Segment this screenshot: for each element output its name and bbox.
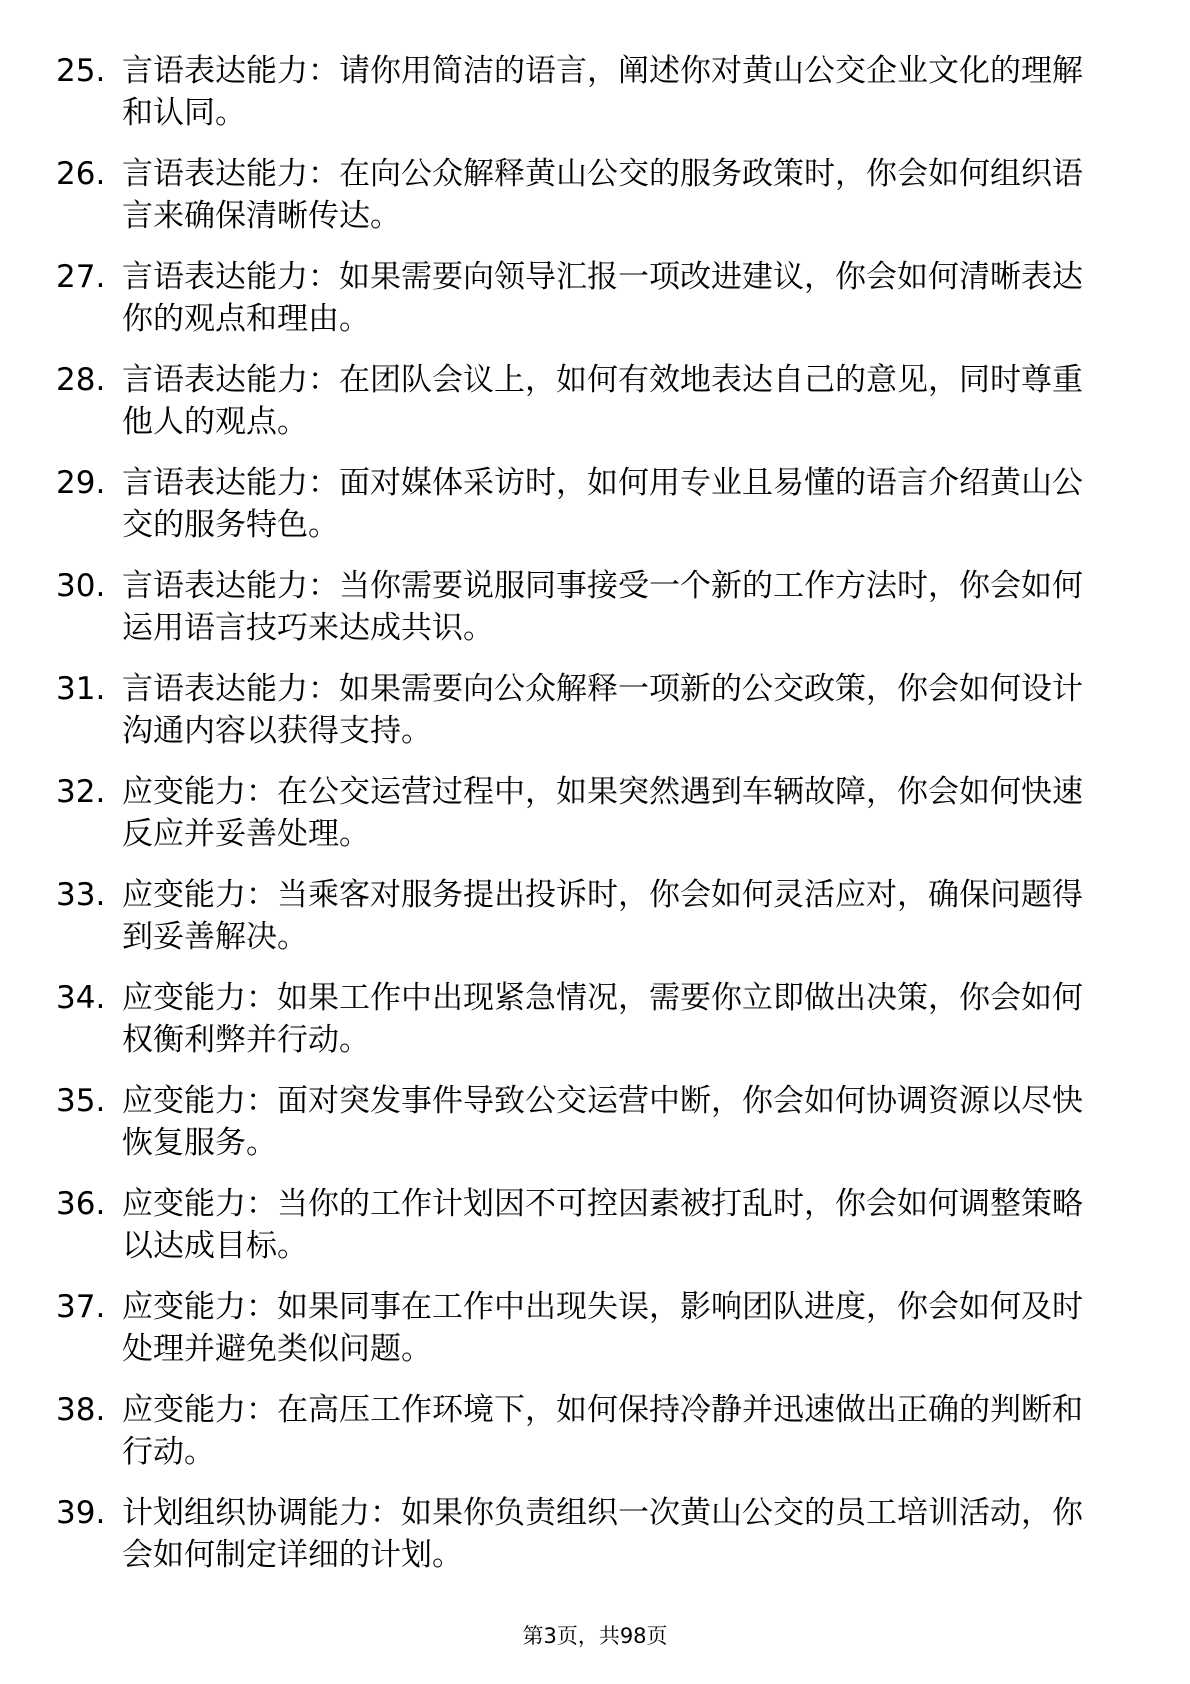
question-item [56,874,1116,977]
question-text: 应变能力：如果工作中出现紧急情况，需要你立即做出决策，你会如何权衡利弊并行动。 [122,980,1083,1058]
question-item [56,1492,1116,1595]
question-item [56,153,1116,256]
question-list [56,50,1116,1595]
question-number: 28. [56,362,106,398]
question-item [56,1080,1116,1183]
question-item [56,977,1116,1080]
question-number: 25. [56,53,106,89]
question-text: 言语表达能力：在向公众解释黄山公交的服务政策时，你会如何组织语言来确保清晰传达。 [122,156,1083,234]
question-item [56,50,1116,153]
question-text: 应变能力：在高压工作环境下，如何保持冷静并迅速做出正确的判断和行动。 [122,1392,1083,1470]
question-text: 应变能力：面对突发事件导致公交运营中断，你会如何协调资源以尽快恢复服务。 [122,1083,1083,1161]
question-item [56,256,1116,359]
question-number: 38. [56,1392,106,1428]
question-number: 29. [56,465,106,501]
question-item [56,359,1116,462]
question-item [56,668,1116,771]
question-number: 27. [56,259,106,295]
question-number: 31. [56,671,106,707]
question-text: 计划组织协调能力：如果你负责组织一次黄山公交的员工培训活动，你会如何制定详细的计划。 [122,1495,1083,1573]
question-number: 36. [56,1186,106,1222]
question-text: 应变能力：当乘客对服务提出投诉时，你会如何灵活应对，确保问题得到妥善解决。 [122,877,1083,955]
question-number: 34. [56,980,106,1016]
page-footer [0,1622,1190,1650]
question-text: 言语表达能力：面对媒体采访时，如何用专业且易懂的语言介绍黄山公交的服务特色。 [122,465,1083,543]
page-number-label: 第3页，共98页 [522,1624,668,1648]
question-number: 33. [56,877,106,913]
question-item [56,1389,1116,1492]
question-item [56,771,1116,874]
question-text: 言语表达能力：当你需要说服同事接受一个新的工作方法时，你会如何运用语言技巧来达成共识。 [122,568,1083,646]
question-text: 言语表达能力：在团队会议上，如何有效地表达自己的意见，同时尊重他人的观点。 [122,362,1083,440]
question-text: 言语表达能力：如果需要向领导汇报一项改进建议，你会如何清晰表达你的观点和理由。 [122,259,1083,337]
question-number: 35. [56,1083,106,1119]
question-item [56,462,1116,565]
question-text: 应变能力：当你的工作计划因不可控因素被打乱时，你会如何调整策略以达成目标。 [122,1186,1083,1264]
question-number: 32. [56,774,106,810]
question-item [56,1286,1116,1389]
question-item [56,565,1116,668]
question-text: 言语表达能力：如果需要向公众解释一项新的公交政策，你会如何设计沟通内容以获得支持。 [122,671,1083,749]
question-number: 37. [56,1289,106,1325]
question-number: 39. [56,1495,106,1531]
question-text: 言语表达能力：请你用简洁的语言，阐述你对黄山公交企业文化的理解和认同。 [122,53,1083,131]
question-item [56,1183,1116,1286]
question-text: 应变能力：如果同事在工作中出现失误，影响团队进度，你会如何及时处理并避免类似问题。 [122,1289,1083,1367]
question-number: 26. [56,156,106,192]
question-text: 应变能力：在公交运营过程中，如果突然遇到车辆故障，你会如何快速反应并妥善处理。 [122,774,1083,852]
question-number: 30. [56,568,106,604]
